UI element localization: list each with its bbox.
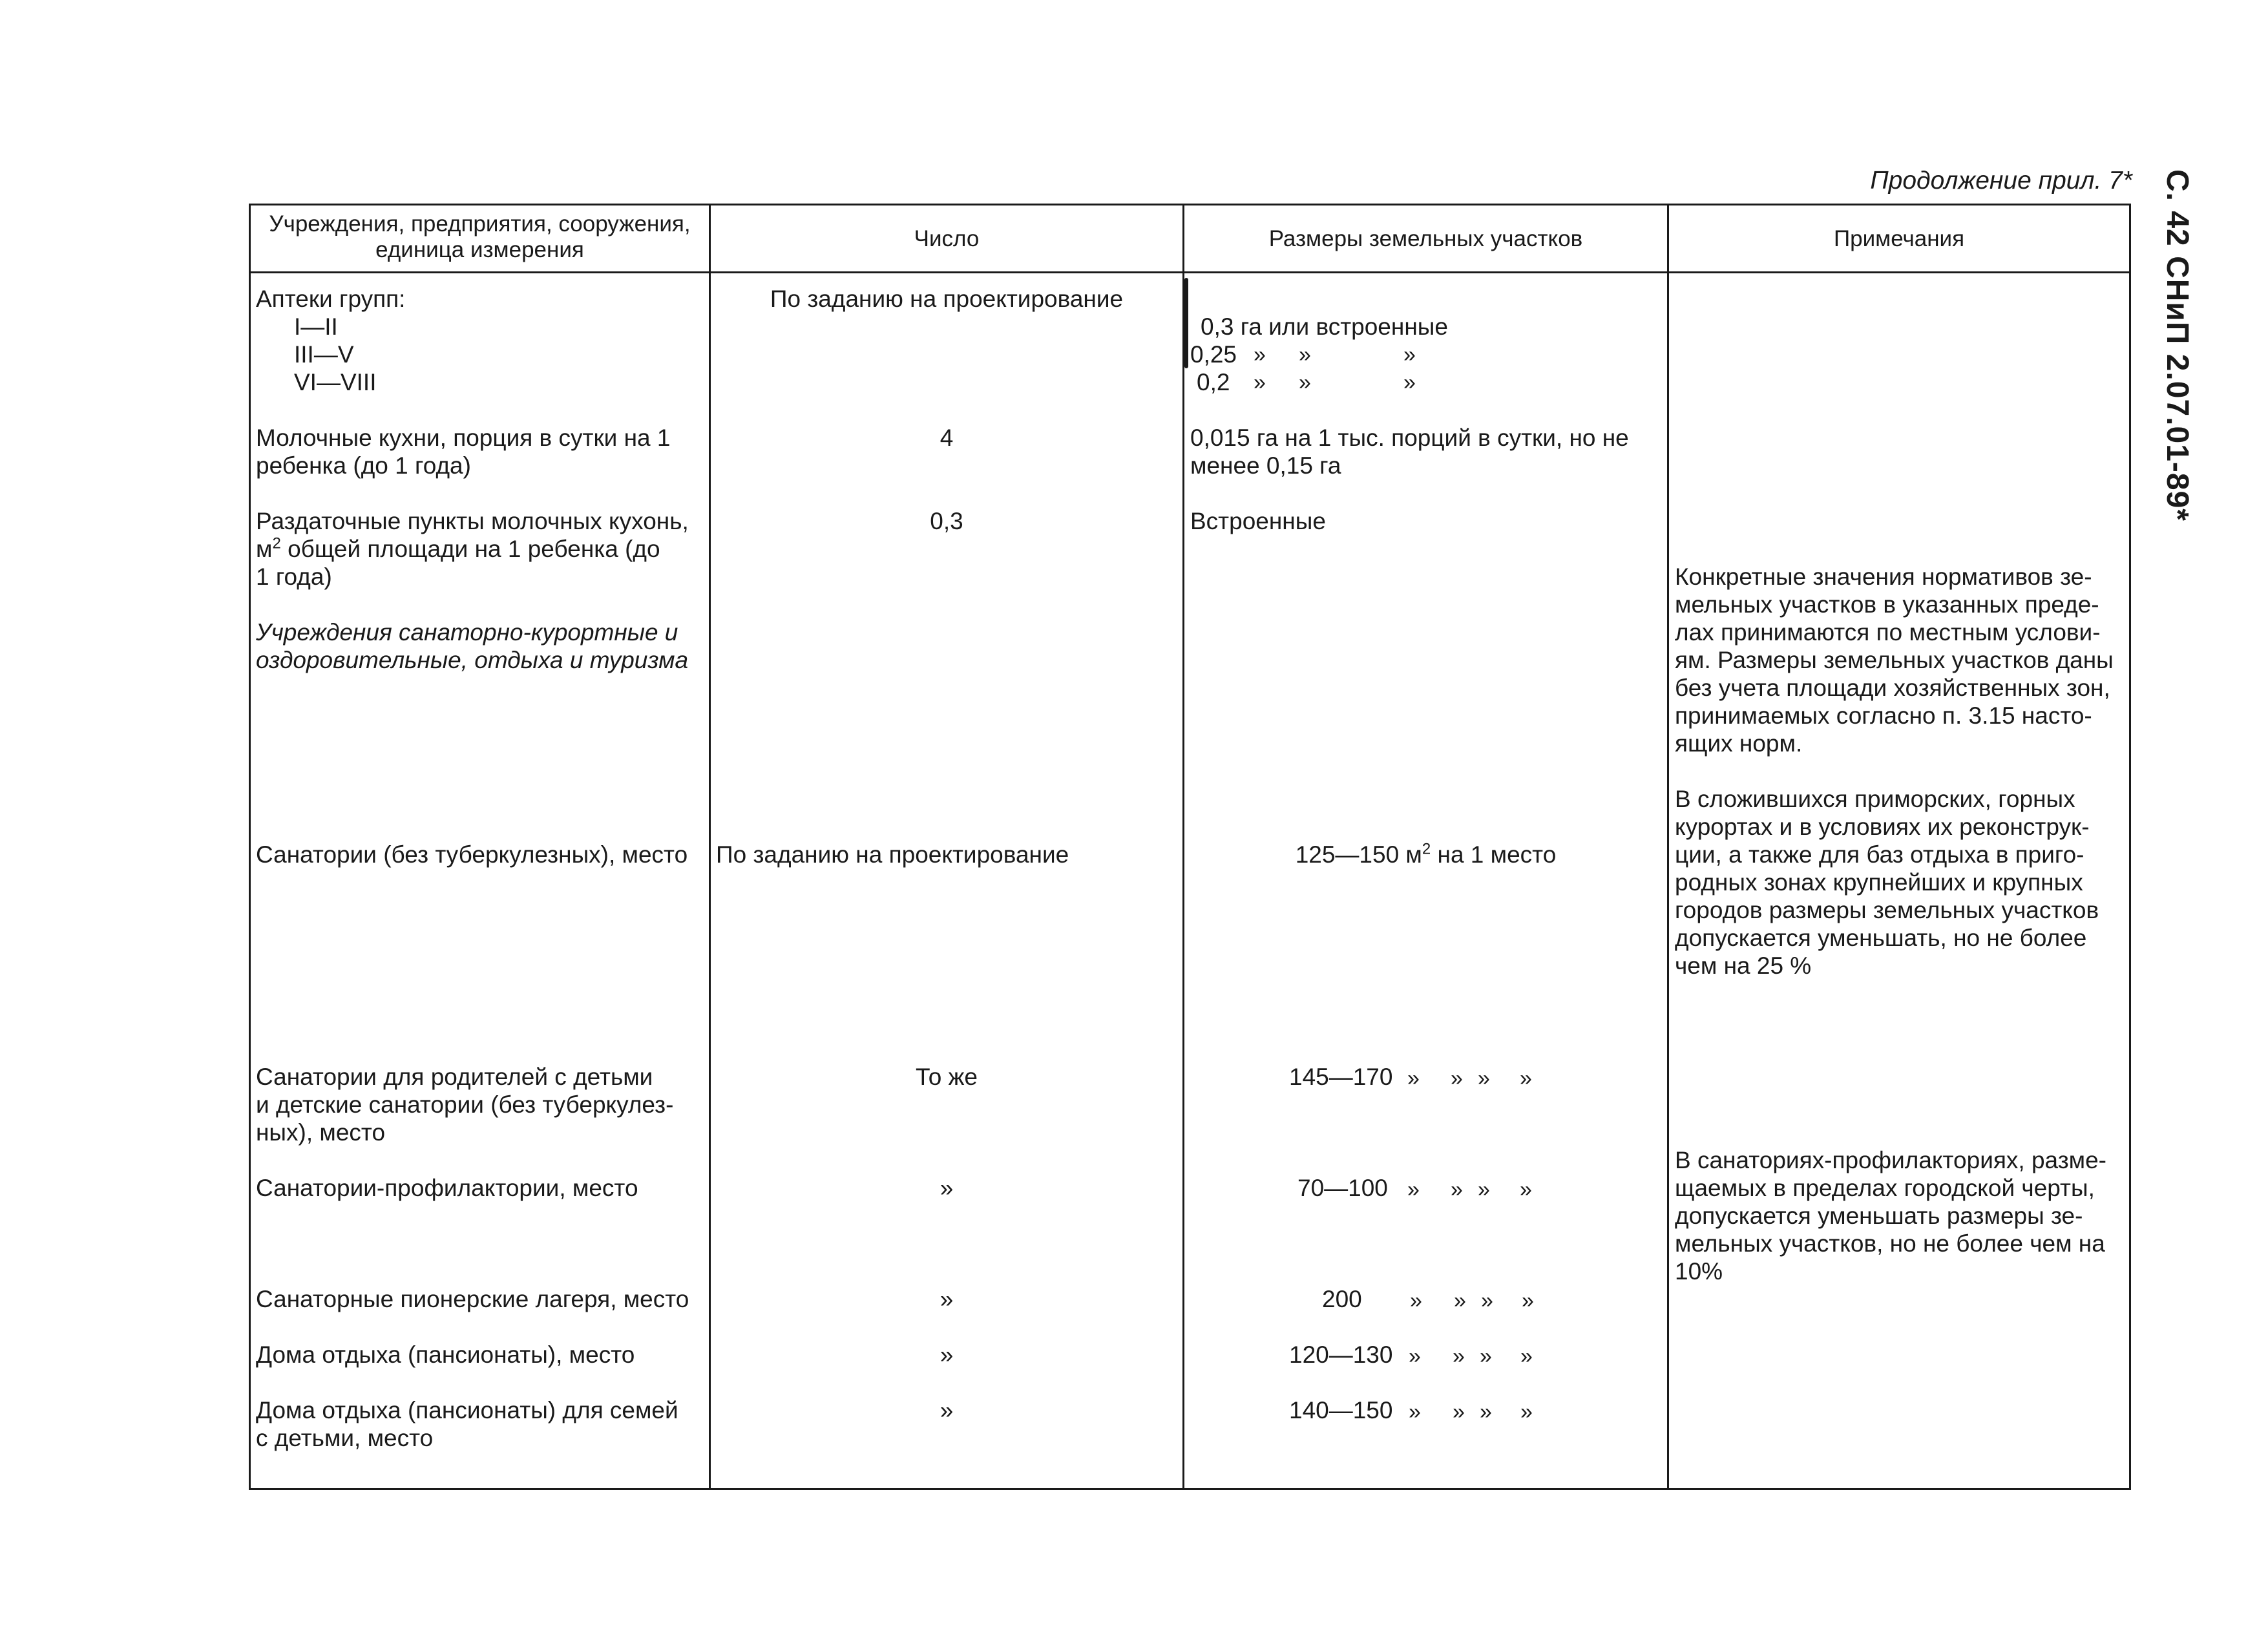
distribution-name-line3: 1 года)	[256, 563, 332, 590]
header-col1-line1: Учреждения, предприятия, сооружения,	[269, 211, 691, 236]
pharmacy-group-1: I—II	[294, 313, 338, 340]
ditto-mark: »	[1478, 1177, 1490, 1202]
ditto-mark: »	[1522, 1288, 1534, 1313]
ditto-mark: »	[1520, 1344, 1533, 1369]
note3-line: 10%	[1675, 1258, 1723, 1285]
note1-line: принимаемых согласно п. 3.15 насто-	[1675, 702, 2092, 729]
note2-line: В сложившихся приморских, горных	[1675, 786, 2075, 812]
sanatoria-parents-size: 145—170	[1289, 1064, 1393, 1090]
note1-line: Конкретные значения нормативов зе-	[1675, 563, 2092, 590]
running-head: С. 42 СНиП 2.07.01-89*	[2160, 169, 2194, 521]
ditto-mark: »	[1520, 1177, 1532, 1202]
pharmacy-size-1: 0,3 га или встроенные	[1201, 313, 1448, 340]
prophylactoria-name: Санатории-профилактории, место	[256, 1175, 638, 1201]
ditto-mark: »	[1453, 1400, 1465, 1424]
distribution-size: Встроенные	[1190, 508, 1326, 534]
prophylactoria-size: 70—100	[1297, 1175, 1388, 1201]
note2-line: курортах и в условиях их реконструк-	[1675, 814, 2090, 840]
sanatoria-parents-name-line3: ных), место	[256, 1119, 386, 1146]
header-col-sizes: Размеры земельных участков	[1268, 226, 1583, 251]
milk-kitchens-number: 4	[940, 425, 954, 451]
note2-line: ции, а также для баз отдыха в приго-	[1675, 841, 2084, 868]
header-col-number: Число	[914, 226, 980, 251]
pharmacies-number: По заданию на проектирование	[770, 286, 1124, 312]
distribution-name-line2: $м^2$ общей площади на 1 ребенка (до	[256, 534, 660, 562]
column-divider-3	[1667, 204, 1669, 1490]
rest-homes-size: 120—130	[1289, 1341, 1393, 1368]
section-heading-line1: Учреждения санаторно-курортные и	[256, 619, 678, 646]
rest-homes-families-size: 140—150	[1289, 1397, 1393, 1423]
table-right-border	[2129, 204, 2131, 1490]
note2-line: чем на 25 %	[1675, 952, 1812, 979]
header-col-notes: Примечания	[1833, 226, 1965, 251]
ditto-mark: »	[1409, 1344, 1421, 1369]
milk-kitchens-name-line2: ребенка (до 1 года)	[256, 452, 471, 479]
sanatoria-parents-name-line2: и детские санатории (без туберкулез-	[256, 1091, 674, 1118]
ditto-mark: »	[1520, 1066, 1532, 1091]
ditto-mark: »	[1520, 1400, 1533, 1424]
ditto-mark: »	[1451, 1177, 1463, 1202]
pharmacy-group-2: III—V	[294, 341, 354, 368]
ditto-mark: »	[1478, 1066, 1490, 1091]
table-left-border	[249, 204, 251, 1490]
pioneer-camps-number: »	[940, 1286, 954, 1312]
pharmacy-size-3: 0,2	[1197, 369, 1230, 395]
rest-homes-families-name-line1: Дома отдыха (пансионаты) для семей	[256, 1397, 678, 1423]
rest-homes-families-name-line2: с детьми, место	[256, 1425, 434, 1451]
pioneer-camps-name: Санаторные пионерские лагеря, место	[256, 1286, 689, 1312]
header-col1-line2: единица измерения	[375, 237, 584, 262]
ditto-mark: »	[1454, 1288, 1466, 1313]
note2-line: допускается уменьшать, но не более	[1675, 925, 2087, 951]
distribution-number: 0,3	[930, 508, 963, 534]
note2-line: городов размеры земельных участков	[1675, 897, 2099, 923]
ditto-mark: »	[1481, 1288, 1493, 1313]
table-top-border	[249, 204, 2131, 205]
ditto-mark: »	[1407, 1066, 1420, 1091]
note3-line: В санаториях-профилакториях, разме-	[1675, 1147, 2107, 1173]
ditto-mark: »	[1403, 342, 1416, 367]
pharmacy-size-2: 0,25	[1190, 341, 1237, 368]
sanatoria-size: 125—150 $м^2$ на 1 место	[1295, 840, 1557, 868]
note1-line: ям. Размеры земельных участков даны	[1675, 647, 2114, 673]
continuation-label: Продолжение прил. 7*	[1870, 167, 2132, 194]
rest-homes-families-number: »	[940, 1397, 954, 1423]
ditto-mark: »	[1453, 1344, 1465, 1369]
milk-kitchens-size-line2: менее 0,15 га	[1190, 452, 1341, 479]
rest-homes-name: Дома отдыха (пансионаты), место	[256, 1341, 635, 1368]
ditto-mark: »	[1480, 1344, 1492, 1369]
distribution-name-line1: Раздаточные пункты молочных кухонь,	[256, 508, 689, 534]
prophylactoria-number: »	[940, 1175, 954, 1201]
sanatoria-parents-name-line1: Санатории для родителей с детьми	[256, 1064, 653, 1090]
pharmacy-group-3: VI—VIII	[294, 369, 377, 395]
note3-line: щаемых в пределах городской черты,	[1675, 1175, 2095, 1201]
pharmacies-title: Аптеки групп:	[256, 286, 406, 312]
note1-line: ящих норм.	[1675, 730, 1803, 757]
ditto-mark: »	[1403, 370, 1416, 395]
note3-line: допускается уменьшать размеры зе-	[1675, 1203, 2083, 1229]
brace-mark	[1184, 278, 1188, 368]
ditto-mark: »	[1407, 1177, 1420, 1202]
ditto-mark: »	[1480, 1400, 1492, 1424]
milk-kitchens-name-line1: Молочные кухни, порция в сутки на 1	[256, 425, 671, 451]
ditto-mark: »	[1299, 370, 1311, 395]
sanatoria-number: По заданию на проектирование	[716, 841, 1069, 868]
section-heading-line2: оздоровительные, отдыха и туризма	[256, 647, 689, 673]
ditto-mark: »	[1299, 342, 1311, 367]
ditto-mark: »	[1409, 1400, 1421, 1424]
table-bottom-border	[249, 1488, 2131, 1490]
header-bottom-border	[249, 271, 2131, 273]
header-col-institutions	[251, 211, 709, 263]
pioneer-camps-size: 200	[1322, 1286, 1362, 1312]
sanatoria-parents-number: То же	[916, 1064, 978, 1090]
ditto-mark: »	[1254, 370, 1266, 395]
note1-line: мельных участков в указанных преде-	[1675, 591, 2099, 618]
sanatoria-name: Санатории (без туберкулезных), место	[256, 841, 688, 868]
ditto-mark: »	[1254, 342, 1266, 367]
ditto-mark: »	[1451, 1066, 1463, 1091]
rest-homes-number: »	[940, 1341, 954, 1368]
note1-line: лах принимаются по местным услови-	[1675, 619, 2101, 646]
milk-kitchens-size-line1: 0,015 га на 1 тыс. порций в сутки, но не	[1190, 425, 1629, 451]
note2-line: родных зонах крупнейших и крупных	[1675, 869, 2083, 896]
note1-line: без учета площади хозяйственных зон,	[1675, 675, 2110, 701]
note3-line: мельных участков, но не более чем на	[1675, 1230, 2105, 1257]
ditto-mark: »	[1410, 1288, 1422, 1313]
